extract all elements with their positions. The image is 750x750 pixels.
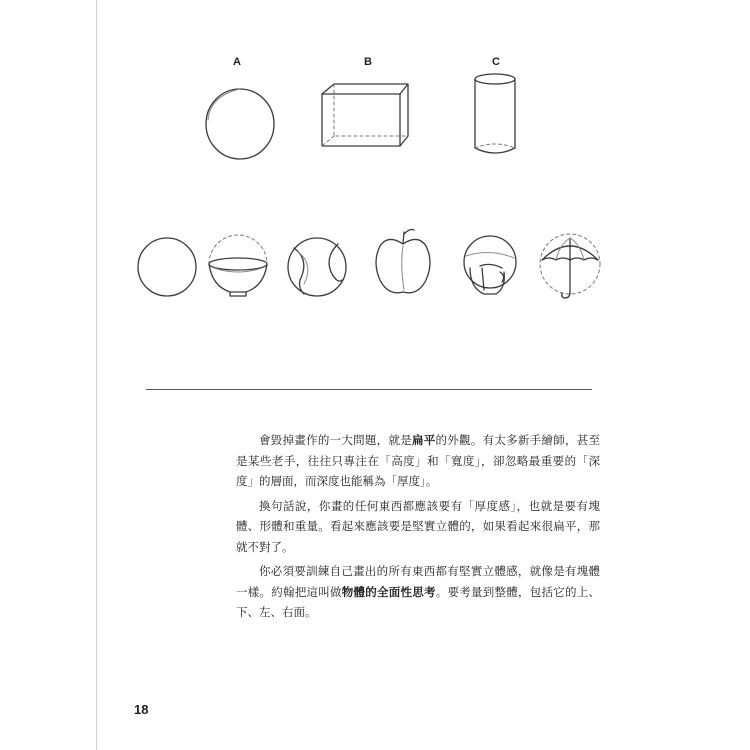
paragraph-3 <box>236 561 600 623</box>
paragraph-2-text: 換句話說，你畫的任何東西都應該要有「厚度感」，也就是要有塊體、形體和重量。看起來應該要是堅實立體的，如果看起來很扁平，那就不對了。 <box>236 498 600 554</box>
emphasis-whole-object: 物體的全面性思考 <box>341 584 436 599</box>
page-edge-line <box>96 0 97 750</box>
circle-sketch-icon <box>200 86 280 162</box>
paragraph-2 <box>236 496 600 558</box>
circle-outline-icon <box>134 234 200 300</box>
figure-label-b: B <box>364 56 372 68</box>
paragraph-1-text-cont: 的外觀。有太多新手繪師，甚至是某些老手，往往只專注在「高度」和「寬度」，卻忽略最重要的「深度」的層面，而深度也能稱為「厚度」。 <box>236 433 601 488</box>
paragraph-3-text: 你必須要訓練自己畫出的所有東西都有堅實立體感，就像是有塊體一樣。約翰把這叫做 <box>236 564 600 599</box>
umbrella-sketch-icon <box>534 230 606 302</box>
section-divider <box>146 389 592 390</box>
head-sketch-icon <box>456 232 526 302</box>
paragraph-3-text-cont: 。要考量到整體，包括它的上、下、左、右面。 <box>236 584 600 619</box>
body-text <box>236 430 600 627</box>
page-number: 18 <box>134 702 149 717</box>
paragraph-1 <box>236 430 600 492</box>
cube-sketch-icon <box>316 80 416 152</box>
figure-label-a: A <box>233 56 241 68</box>
emphasis-flat: 扁平 <box>411 433 436 447</box>
figure-label-c: C <box>492 56 500 68</box>
paragraph-1-text: 會毀掉畫作的一大問題，就是 <box>259 433 412 447</box>
cylinder-sketch-icon <box>468 70 524 160</box>
tennis-ball-sketch-icon <box>284 234 350 300</box>
apple-sketch-icon <box>370 224 436 300</box>
bowl-sketch-icon <box>204 234 272 300</box>
